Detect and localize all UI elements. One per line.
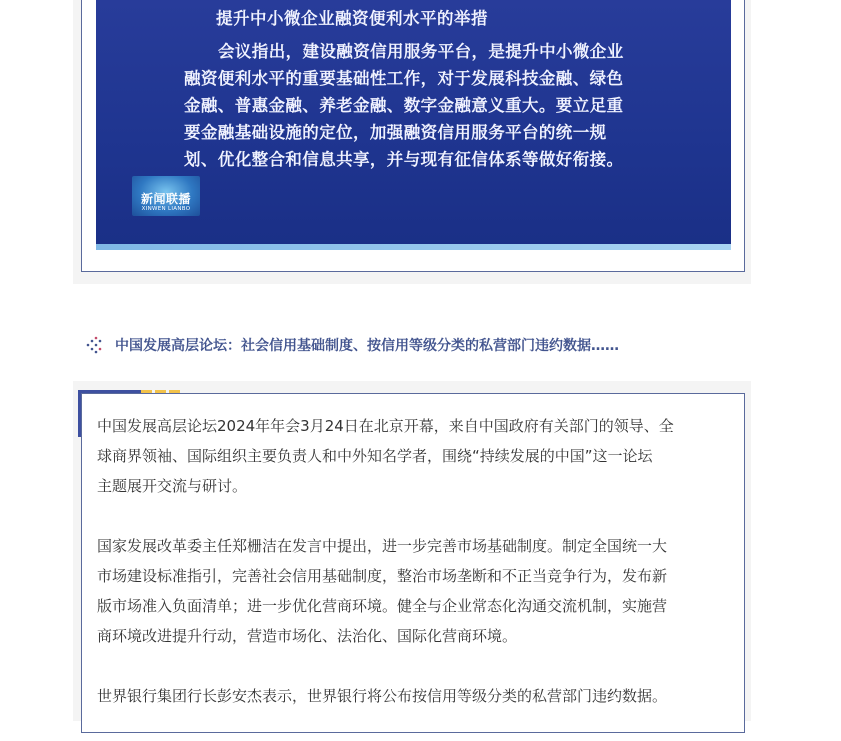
- article-line: 球商界领袖、国际组织主要负责人和中外知名学者，围绕“持续发展的中国”这一论坛: [97, 447, 653, 465]
- article-paragraph: [97, 411, 737, 501]
- video-caption-line: 划、优化整合和信息共享，并与现有征信体系等做好衔接。: [184, 150, 624, 169]
- video-caption-line: 要金融基础设施的定位，加强融资信用服务平台的统一规: [184, 123, 607, 142]
- video-caption: [184, 38, 664, 173]
- logo-text: 新闻联播: [140, 192, 191, 206]
- video-caption-line: 金融、普惠金融、养老金融、数字金融意义重大。要立足重: [184, 96, 624, 115]
- article-body: [97, 411, 737, 741]
- article-line: 主题展开交流与研讨。: [97, 477, 248, 495]
- logo-subtext: XINWEN LIANBO: [141, 206, 191, 212]
- dots-icon: [85, 336, 103, 354]
- news-video-still[interactable]: [96, 0, 731, 250]
- article-line: 国家发展改革委主任郑栅洁在发言中提出，进一步完善市场基础制度。制定全国统一大: [97, 537, 668, 555]
- article-line: 商环境改进提升行动，营造市场化、法治化、国际化营商环境。: [97, 627, 518, 645]
- video-caption-line: 会议指出，建设融资信用服务平台，是提升中小微企业: [218, 42, 624, 61]
- article-line: 世界银行集团行长彭安杰表示，世界银行将公布按信用等级分类的私营部门违约数据。: [97, 687, 668, 705]
- section-header: [85, 332, 705, 358]
- article-paragraph: [97, 531, 737, 651]
- article-line: 版市场准入负面清单；进一步优化营商环境。健全与企业常态化沟通交流机制，实施营: [97, 597, 668, 615]
- video-heading: 提升中小微企业融资便利水平的举措: [216, 9, 488, 28]
- section-title: 中国发展高层论坛：社会信用基础制度、按信用等级分类的私营部门违约数据……: [115, 338, 619, 354]
- article-paragraph: [97, 681, 737, 711]
- article-line: 市场建设标准指引，完善社会信用基础制度，整治市场垄断和不正当竞争行为，发布新: [97, 567, 668, 585]
- video-bottom-strip: [96, 244, 731, 250]
- video-caption-line: 融资便利水平的重要基础性工作，对于发展科技金融、绿色: [184, 69, 624, 88]
- article-line: 中国发展高层论坛2024年年会3月24日在北京开幕，来自中国政府有关部门的领导、全: [97, 417, 674, 435]
- xinwen-lianbo-logo: [132, 176, 200, 216]
